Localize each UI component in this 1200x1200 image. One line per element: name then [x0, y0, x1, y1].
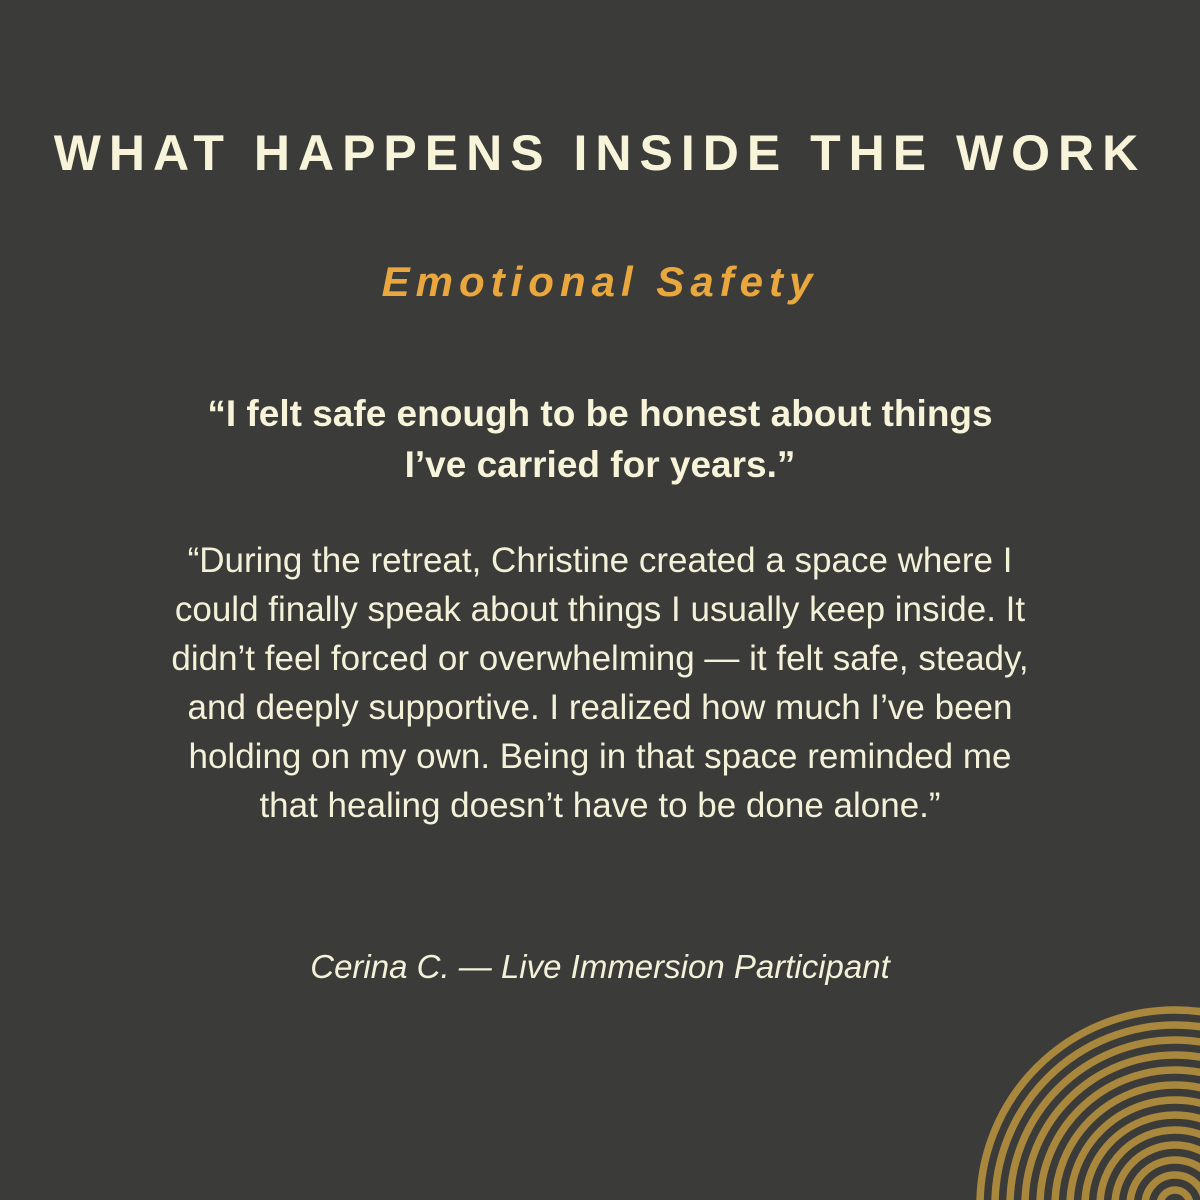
page-title: WHAT HAPPENS INSIDE THE WORK — [53, 125, 1147, 181]
concentric-circles-icon — [975, 1000, 1200, 1200]
section-subtitle: Emotional Safety — [381, 258, 819, 305]
pull-quote-line: I’ve carried for years.” — [404, 444, 796, 485]
pull-quote — [0, 388, 1200, 490]
testimonial-line: “During the retreat, Christine created a space where I — [187, 541, 1013, 580]
pull-quote-line: “I felt safe enough to be honest about things — [207, 393, 993, 434]
testimonial-line: holding on my own. Being in that space reminded me — [188, 737, 1012, 776]
testimonial-line: could finally speak about things I usually keep inside. It — [174, 590, 1026, 629]
testimonial-line: didn’t feel forced or overwhelming — it felt safe, steady, — [171, 639, 1029, 678]
testimonial-body — [0, 536, 1200, 830]
attribution: Cerina C. — Live Immersion Participant — [310, 948, 890, 985]
testimonial-line: and deeply supportive. I realized how much I’ve been — [187, 688, 1013, 727]
testimonial-line: that healing doesn’t have to be done alone.” — [259, 786, 941, 825]
